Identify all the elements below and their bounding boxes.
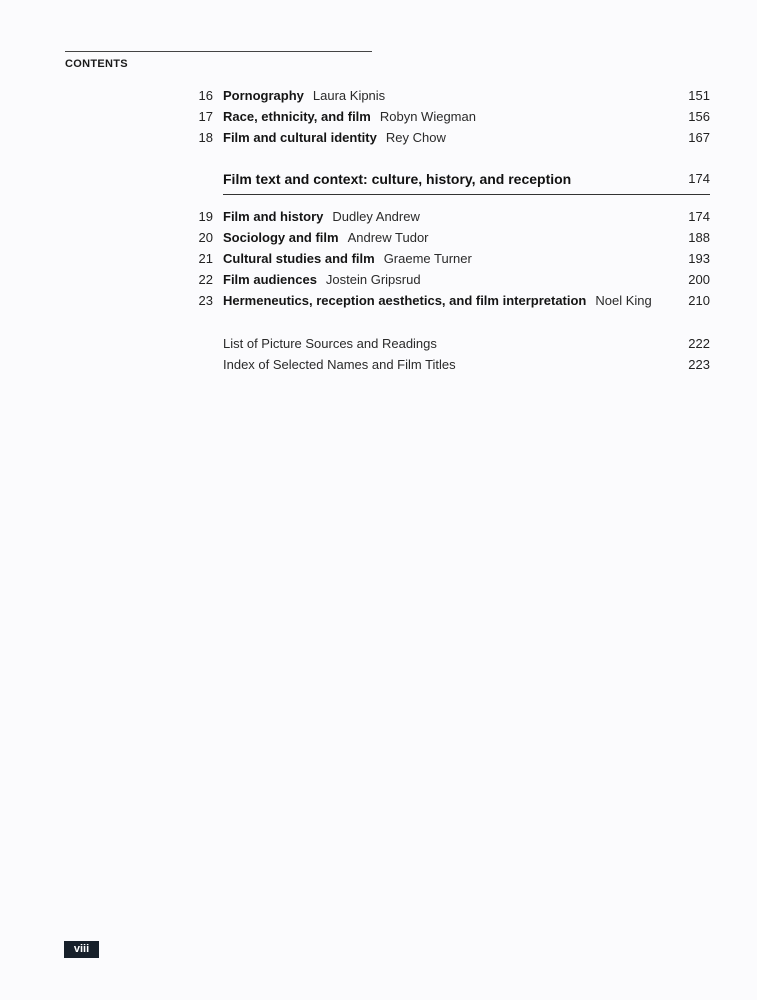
page-number: 223: [688, 357, 710, 372]
chapter-number: 22: [198, 272, 213, 287]
chapter-title-text: Film and cultural identity: [223, 130, 377, 145]
page-number: 167: [688, 130, 710, 145]
page-number: 200: [688, 272, 710, 287]
page-number: 174: [688, 209, 710, 224]
chapter-author: Andrew Tudor: [347, 230, 429, 245]
page-number: 151: [688, 88, 710, 103]
chapter-title-text: Sociology and film: [223, 230, 339, 245]
page-number: 188: [688, 230, 710, 245]
toc-entry[interactable]: [0, 270, 757, 290]
chapter-author: Noel King: [595, 293, 652, 308]
chapter-title-text: Cultural studies and film: [223, 251, 375, 266]
chapter-title-text: Race, ethnicity, and film: [223, 109, 371, 124]
toc-entry[interactable]: [0, 249, 757, 269]
chapter-title: [223, 207, 420, 227]
chapter-number: 19: [198, 209, 213, 224]
page-folio: viii: [64, 941, 99, 958]
chapter-title: [223, 291, 652, 311]
chapter-title: [223, 86, 385, 106]
section-heading[interactable]: [223, 170, 710, 195]
running-head: CONTENTS: [65, 58, 128, 70]
back-matter-entry[interactable]: [0, 334, 757, 354]
toc-entry[interactable]: [0, 86, 757, 106]
back-matter-title: List of Picture Sources and Readings: [223, 336, 437, 351]
chapter-author: Dudley Andrew: [332, 209, 420, 224]
chapter-title-text: Film audiences: [223, 272, 317, 287]
back-matter-entry[interactable]: [0, 355, 757, 375]
chapter-title: [223, 107, 476, 127]
section-page-number: 174: [688, 171, 710, 186]
toc-entry[interactable]: [0, 228, 757, 248]
chapter-number: 17: [198, 109, 213, 124]
toc-entry[interactable]: [0, 107, 757, 127]
chapter-author: Rey Chow: [385, 130, 446, 145]
chapter-author: Laura Kipnis: [312, 88, 386, 103]
back-matter-title: Index of Selected Names and Film Titles: [223, 357, 456, 372]
toc-entry[interactable]: [0, 207, 757, 227]
page-number: 222: [688, 336, 710, 351]
chapter-title: [223, 128, 446, 148]
chapter-title-text: Film and history: [223, 209, 324, 224]
chapter-title-text: Hermeneutics, reception aesthetics, and film interpretation: [223, 293, 587, 308]
page-number: 156: [688, 109, 710, 124]
page-number: 210: [688, 293, 710, 308]
chapter-author: Robyn Wiegman: [379, 109, 476, 124]
toc-entry[interactable]: [0, 291, 757, 311]
chapter-number: 16: [198, 88, 213, 103]
chapter-title: [223, 249, 472, 269]
header-rule: [65, 51, 372, 52]
chapter-title: [223, 270, 421, 290]
chapter-author: Jostein Gripsrud: [325, 272, 421, 287]
chapter-number: 21: [198, 251, 213, 266]
chapter-title-text: Pornography: [223, 88, 304, 103]
page-number: 193: [688, 251, 710, 266]
toc-entry[interactable]: [0, 128, 757, 148]
chapter-number: 18: [198, 130, 213, 145]
chapter-number: 20: [198, 230, 213, 245]
chapter-author: Graeme Turner: [383, 251, 472, 266]
chapter-number: 23: [198, 293, 213, 308]
chapter-title: [223, 228, 429, 248]
section-title: Film text and context: culture, history, and reception: [223, 171, 572, 187]
